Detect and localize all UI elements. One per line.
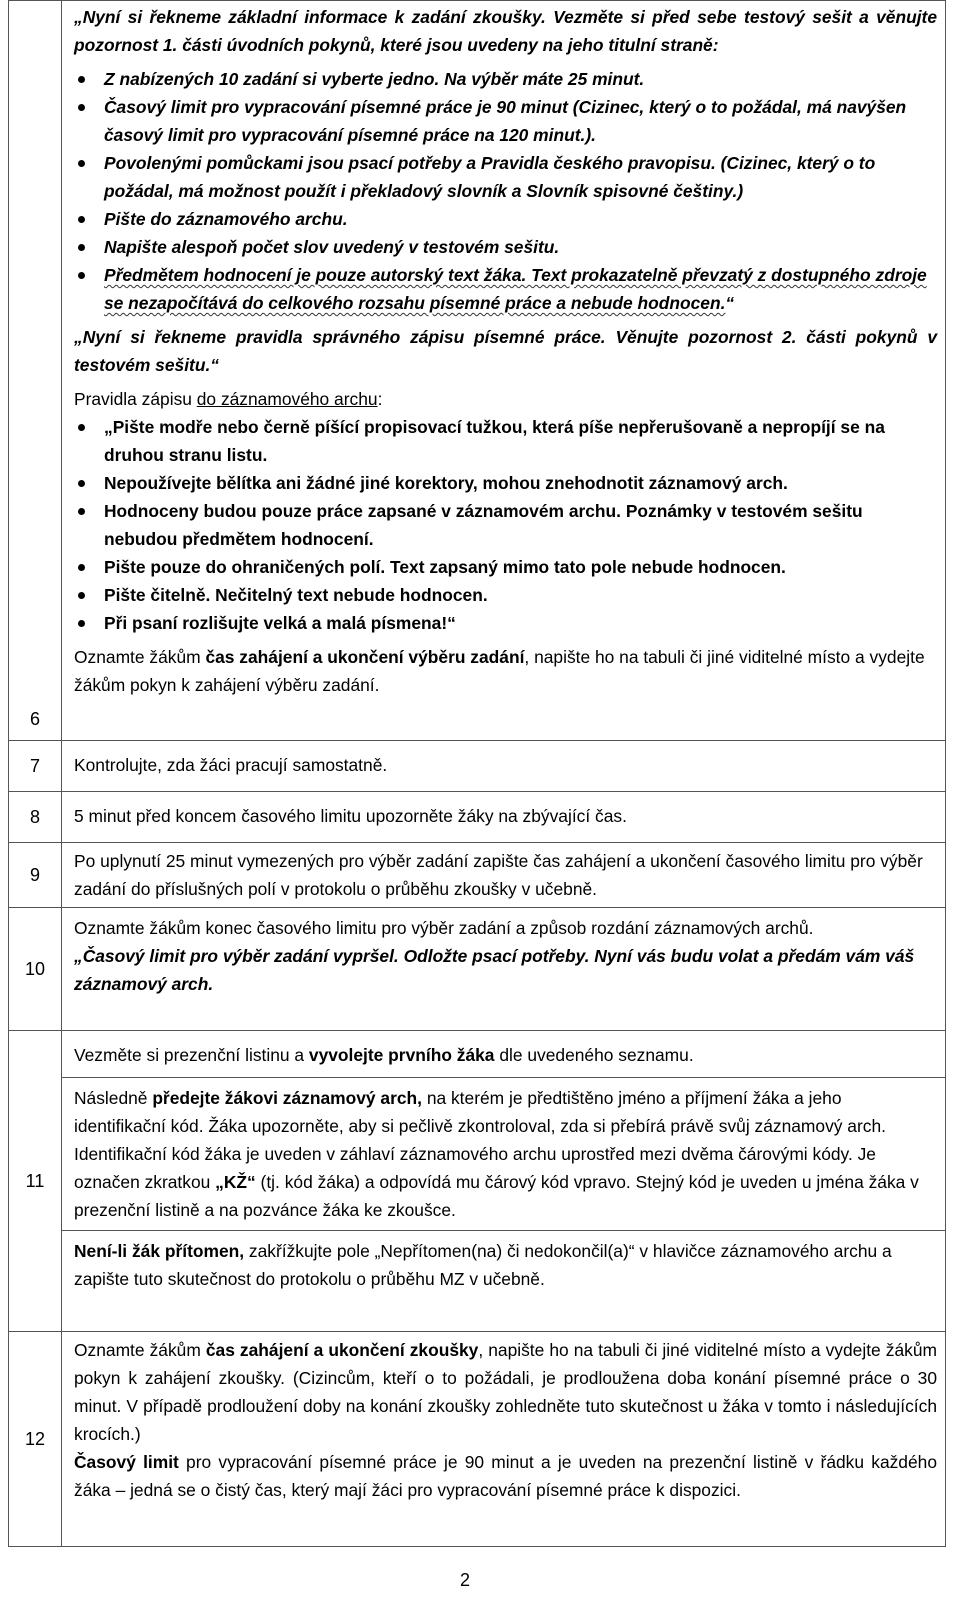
step-row-8 <box>9 792 946 843</box>
step-row-10 <box>9 908 946 1031</box>
text: dle uvedeného seznamu. <box>494 1045 694 1065</box>
call-first-student <box>74 1031 937 1077</box>
bullet-item: Napište alespoň počet slov uvedený v testovém sešitu. <box>74 233 937 261</box>
step-number: 11 <box>9 1031 62 1332</box>
bullet-item: Pište pouze do ohraničených polí. Text zapsaný mimo tato pole nebude hodnocen. <box>74 553 937 581</box>
bullet-item: Pište čitelně. Nečitelný text nebude hodnocen. <box>74 581 937 609</box>
text-bold: vyvolejte prvního žáka <box>308 1045 495 1065</box>
text-bold: předejte žákovi záznamový arch, <box>152 1088 422 1108</box>
step-number: 8 <box>9 792 62 843</box>
bullet-item: Časový limit pro vypracování písemné práce je 90 minut (Cizinec, který o to požádal, má navýšen časový limit pro vypracování písemné práce na 120 minut.). <box>74 93 937 149</box>
procedure-table <box>8 0 946 1547</box>
step-content <box>62 1332 946 1547</box>
end-of-selection-quote: „Časový limit pro výběr zadání vypršel. Odložte psací potřeby. Nyní vás budu volat a předám vám váš záznamový arch. <box>74 946 915 994</box>
closing-quote: “ <box>725 293 735 313</box>
rules-heading-underlined: do záznamového archu <box>196 389 378 409</box>
bullet-item: „Pište modře nebo černě píšící propisovací tužkou, která píše nepřerušovaně a nepropíjí se na druhou stranu listu. <box>74 413 937 469</box>
step-content <box>62 1031 946 1332</box>
step-content <box>62 908 946 1031</box>
text: Vezměte si prezenční listinu a <box>74 1045 309 1065</box>
page-number: 2 <box>459 1570 470 1590</box>
intro-quote-part1: „Nyní si řekneme základní informace k zadání zkoušky. Vezměte si před sebe testový sešit a věnujte pozornost 1. části úvodních pokynů, které jsou uvedeny na jeho titulní straně: <box>74 7 937 55</box>
bullet-item: Pište do záznamového archu. <box>74 205 937 233</box>
bullet-item: Nepoužívejte bělítka ani žádné jiné korektory, mohou znehodnotit záznamový arch. <box>74 469 937 497</box>
step-number-label: 6 <box>29 709 40 729</box>
text-bold: Časový limit <box>74 1452 179 1472</box>
bullet-item: Při psaní rozlišujte velká a malá písmena!“ <box>74 609 937 637</box>
bullet-item <box>74 261 937 317</box>
hand-out-paragraph <box>74 1084 937 1140</box>
step-content: Kontrolujte, zda žáci pracují samostatně. <box>62 741 946 792</box>
rules-heading-text: Pravidla zápisu <box>74 389 197 409</box>
step-row-7 <box>9 741 946 792</box>
absent-student <box>62 1230 945 1299</box>
intro-quote-part2: „Nyní si řekneme pravidla správného zápisu písemné práce. Věnujte pozornost 2. části pokynů v testovém sešitu.“ <box>74 327 937 375</box>
text: zakřížkujte pole „Nepřítomen(na) či nedokončil(a)“ v hlavičce záznamového archu a zapište tuto skutečnost do protokolu o průběhu MZ v učebně. <box>74 1241 892 1289</box>
step-number <box>9 1 62 741</box>
step-row-11 <box>9 1031 946 1332</box>
text: pro vypracování písemné práce je 90 minut a je uveden na prezenční listině v řádku každého žáka – jedná se o čistý čas, který mají žáci pro vypracování písemné práce k dispozici. <box>74 1452 937 1500</box>
step-row-9 <box>9 843 946 908</box>
step-number: 10 <box>9 908 62 1031</box>
text: , napište ho na tabuli či jiné viditelné místo a vydejte žákům pokyn k zahájení zkoušky. (Cizincům, kteří o to požádali, je prodloužena doba konání písemné práce o 30 minut. V případě prodloužení doby na konání zkoušky zohledněte tuto skutečnost u žáka v tomto i následujících krocích.) <box>74 1340 937 1444</box>
end-of-selection-text: Oznamte žákům konec časového limitu pro výběr zadání a způsob rozdání záznamových archů. <box>74 918 814 938</box>
step-row-6 <box>9 1 946 741</box>
bullet-item: Z nabízených 10 zadání si vyberte jedno. Na výběr máte 25 minut. <box>74 65 937 93</box>
text: Identifikační kód žáka je uveden v záhlaví záznamového archu uprostřed mezi dvěma čárovými kódy. Je označen zkratkou <box>74 1144 876 1192</box>
assessed-text-note: Předmětem hodnocení je pouze autorský text žáka. Text prokazatelně převzatý z dostupného zdroje se nezapočítává do celkového rozsahu písemné práce a nebude hodnocen. <box>104 265 927 313</box>
step-content: Po uplynutí 25 minut vymezených pro výběr zadání zapište čas zahájení a ukončení časového limitu pro výběr zadání do příslušných polí v protokolu o průběhu zkoušky v učebně. <box>62 843 946 908</box>
rules-heading <box>74 385 937 413</box>
text-bold: „KŽ“ <box>215 1172 256 1192</box>
announce-selection-time <box>74 643 937 699</box>
step-content: 5 minut před koncem časového limitu upozorněte žáky na zbývající čas. <box>62 792 946 843</box>
bullet-item: Hodnoceny budou pouze práce zapsané v záznamovém archu. Poznámky v testovém sešitu nebudou předmětem hodnocení. <box>74 497 937 553</box>
step-content <box>62 1 946 741</box>
step-number: 9 <box>9 843 62 908</box>
bullet-list-rules <box>74 413 937 637</box>
text: Oznamte žákům <box>74 1340 206 1360</box>
bullet-list-general <box>74 65 937 317</box>
text: Následně <box>74 1088 153 1108</box>
text: (tj. kód žáka) a odpovídá mu čárový kód vpravo. Stejný kód je uveden u jména žáka v prezenční listině a na pozvánce žáka ke zkoušce. <box>74 1172 919 1220</box>
text: , napište ho na tabuli či jiné viditelné místo a vydejte žákům pokyn k zahájení výběru zadání. <box>74 647 925 695</box>
text: na kterém je předtištěno jméno a příjmení žáka a jeho identifikační kód. Žáka upozorněte, aby si pečlivě zkontroloval, zda si přebírá právě svůj záznamový arch. <box>74 1088 886 1136</box>
text-bold: Není-li žák přítomen, <box>74 1241 245 1261</box>
time-limit-paragraph <box>74 1448 937 1504</box>
step-row-12 <box>9 1332 946 1547</box>
text: Oznamte žákům <box>74 647 206 667</box>
hand-out-answer-sheet <box>62 1077 945 1230</box>
rules-heading-colon: : <box>377 389 383 409</box>
announce-exam-time <box>74 1336 937 1448</box>
step-number: 12 <box>9 1332 62 1547</box>
bullet-item: Povolenými pomůckami jsou psací potřeby a Pravidla českého pravopisu. (Cizinec, který o to požádal, má možnost použít i překladový slovník a Slovník spisovné češtiny.) <box>74 149 937 205</box>
student-id-paragraph <box>74 1140 937 1224</box>
text-bold: čas zahájení a ukončení výběru zadání <box>205 647 525 667</box>
step-number: 7 <box>9 741 62 792</box>
text-bold: čas zahájení a ukončení zkoušky <box>205 1340 479 1360</box>
